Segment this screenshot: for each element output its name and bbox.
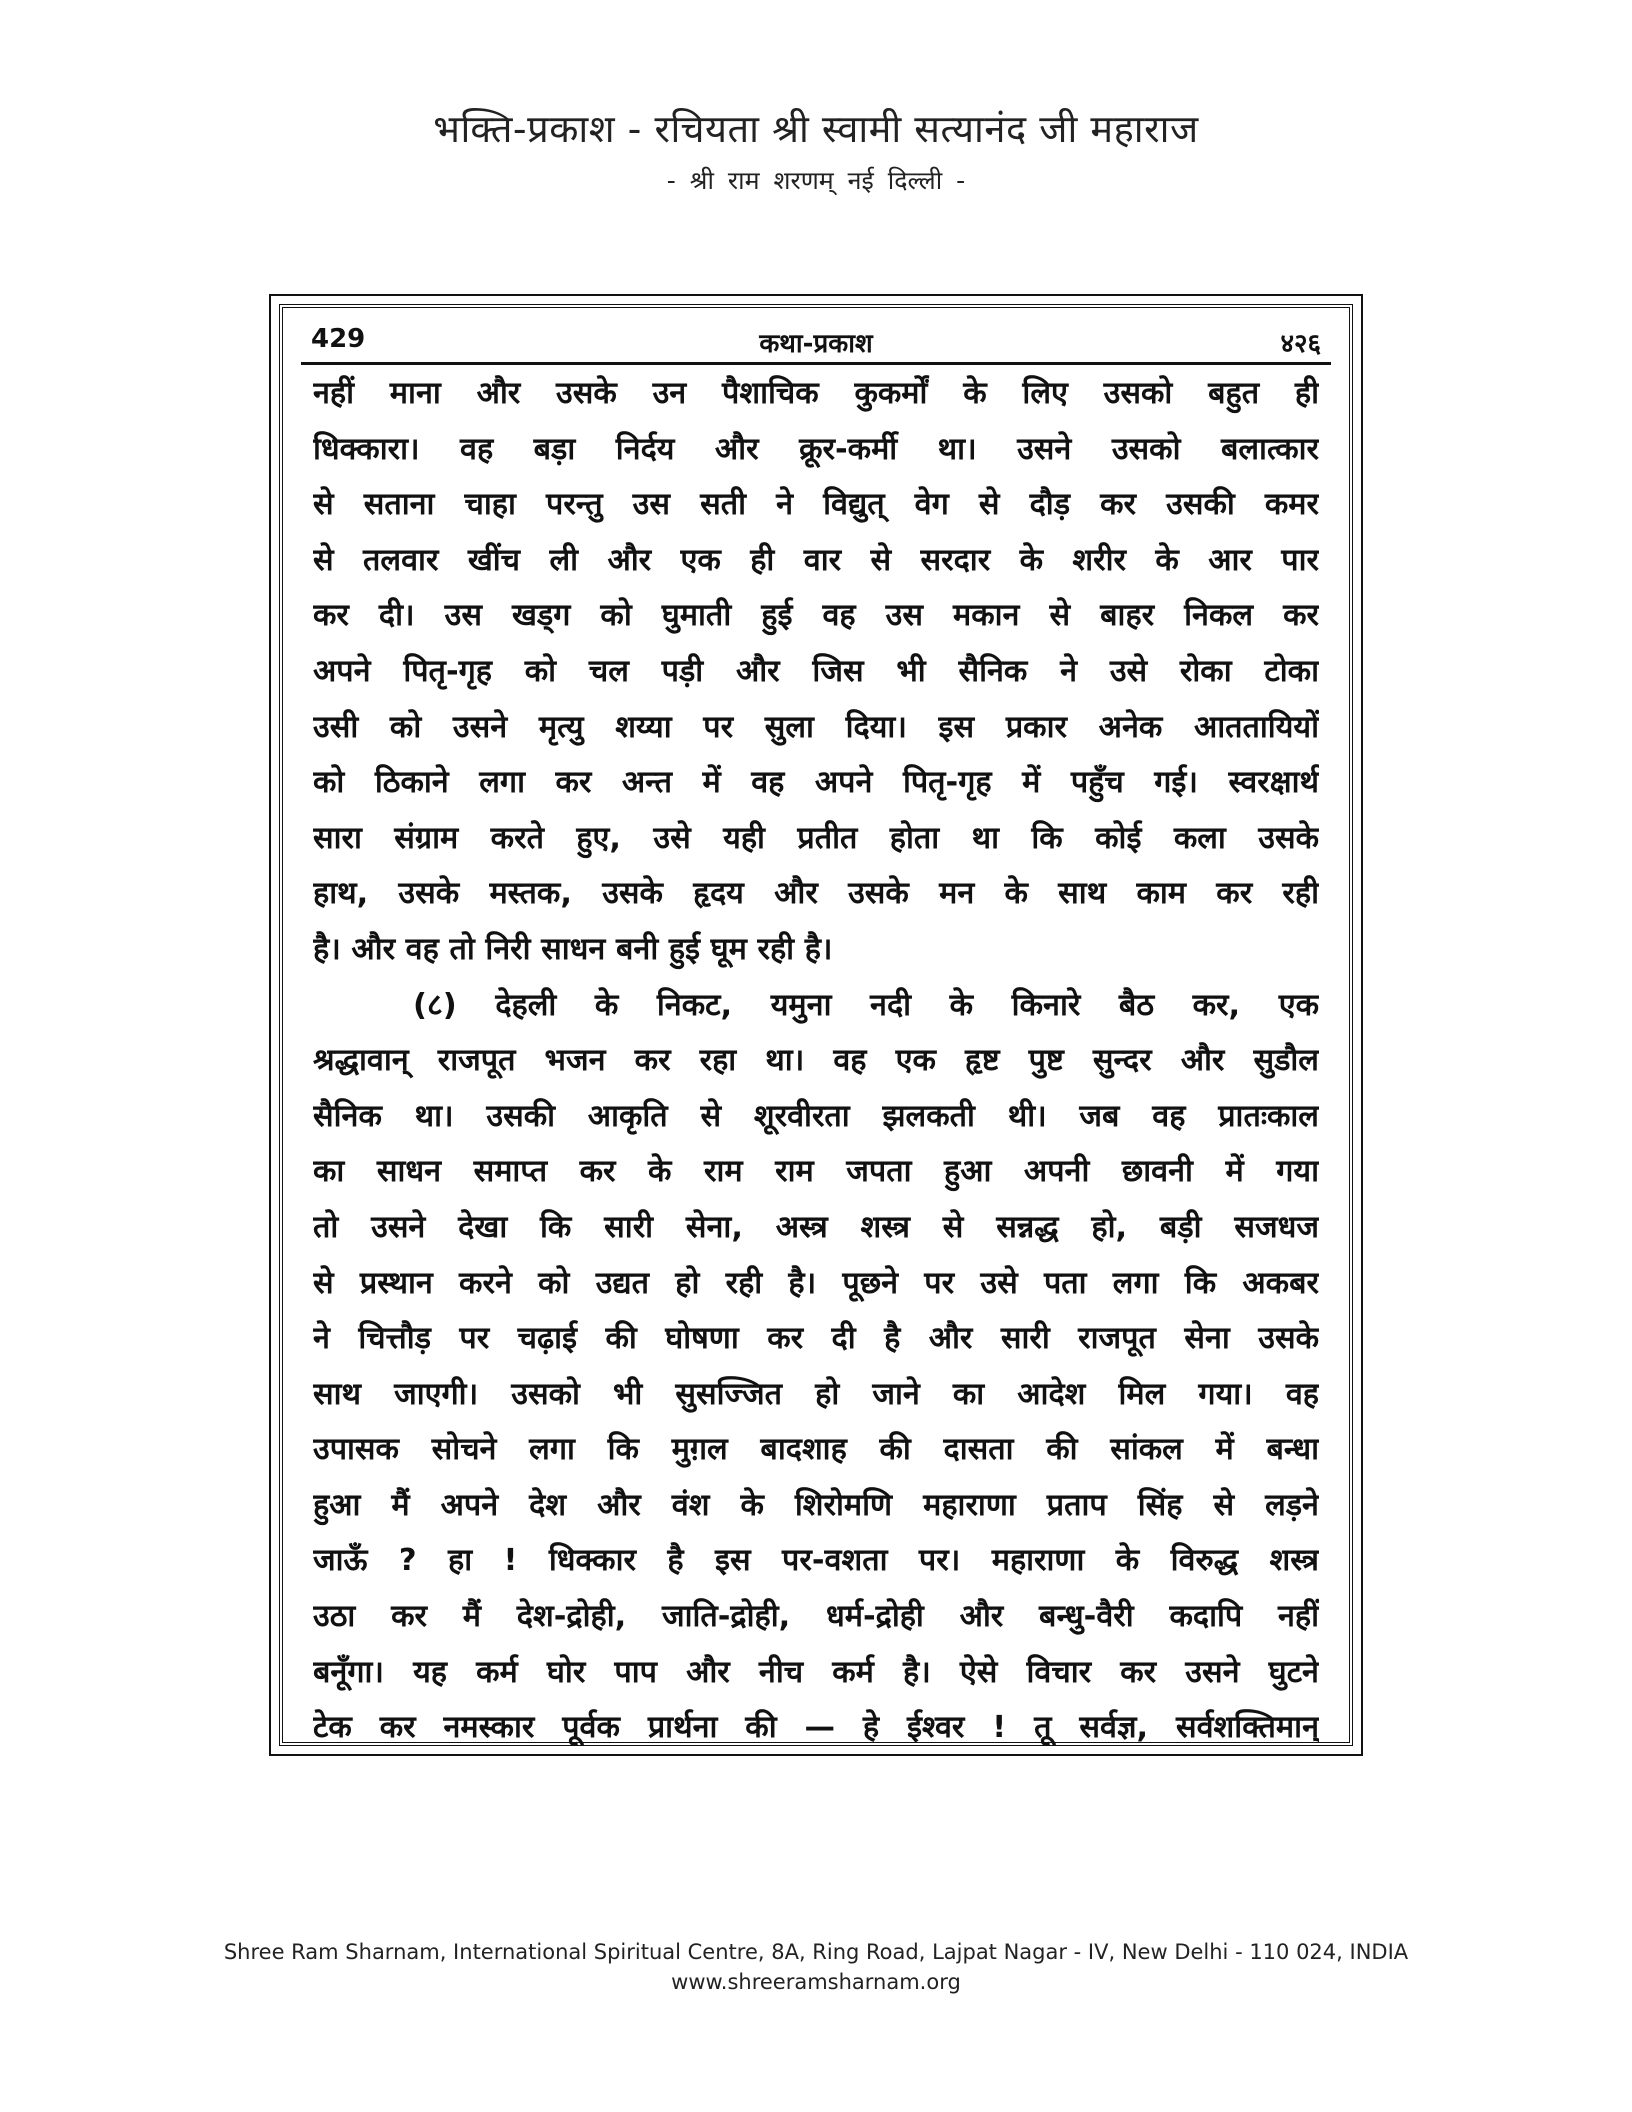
text-line: जाऊँ ? हा ! धिक्कार है इस पर-वशता पर। महाराणा के विरुद्ध शस्त्र [313, 1543, 1319, 1579]
section-title: कथा-प्रकाश [759, 329, 873, 359]
text-line: हाथ, उसके मस्तक, उसके हृदय और उसके मन के साथ काम कर रही [313, 876, 1319, 912]
footer-address: Shree Ram Sharnam, International Spiritual Centre, 8A, Ring Road, Lajpat Nagar - IV, New Delhi - 110 024, INDIA [223, 1940, 1409, 1964]
page-number-devanagari: ४२६ [1280, 329, 1321, 359]
text-line-paragraph-start: (८) देहली के निकट, यमुना नदी के किनारे बैठ कर, एक [413, 987, 1319, 1023]
text-line: धिक्कारा। वह बड़ा निर्दय और क्रूर-कर्मी था। उसने उसको बलात्कार [313, 431, 1319, 467]
footer-url[interactable]: www.shreeramsharnam.org [671, 1970, 961, 1994]
text-line: उपासक सोचने लगा कि मुग़ल बादशाह की दासता की सांकल में बन्धा [313, 1432, 1319, 1468]
text-line: सैनिक था। उसकी आकृति से शूरवीरता झलकती थी। जब वह प्रातःकाल [313, 1098, 1319, 1134]
page-frame-inner [279, 304, 1353, 1746]
text-line: ने चित्तौड़ पर चढ़ाई की घोषणा कर दी है और सारी राजपूत सेना उसके [313, 1321, 1319, 1357]
text-line: कर दी। उस खड्ग को घुमाती हुई वह उस मकान से बाहर निकल कर [313, 598, 1319, 634]
text-line: तो उसने देखा कि सारी सेना, अस्त्र शस्त्र से सन्नद्ध हो, बड़ी सजधज [313, 1209, 1319, 1245]
text-line: है। और वह तो निरी साधन बनी हुई घूम रही है। [313, 931, 833, 967]
text-line: को ठिकाने लगा कर अन्त में वह अपने पितृ-गृह में पहुँच गई। स्वरक्षार्थ [313, 765, 1319, 801]
page-number-arabic: 429 [311, 324, 366, 354]
text-line: साथ जाएगी। उसको भी सुसज्जित हो जाने का आदेश मिल गया। वह [313, 1376, 1319, 1412]
text-line: अपने पितृ-गृह को चल पड़ी और जिस भी सैनिक ने उसे रोका टोका [313, 653, 1319, 689]
text-line: से सताना चाहा परन्तु उस सती ने विद्युत् वेग से दौड़ कर उसकी कमर [313, 487, 1319, 523]
body-text [313, 366, 1319, 1756]
text-line: का साधन समाप्त कर के राम राम जपता हुआ अपनी छावनी में गया [313, 1154, 1319, 1190]
text-line: बनूँगा। यह कर्म घोर पाप और नीच कर्म है। ऐसे विचार कर उसने घुटने [313, 1654, 1319, 1690]
page-header [301, 316, 1331, 365]
running-head-subtitle: - श्री राम शरणम् नई दिल्ली - [666, 166, 966, 195]
page-frame [269, 294, 1363, 1756]
text-line: टेक कर नमस्कार पूर्वक प्रार्थना की — हे ईश्वर ! तू सर्वज्ञ, सर्वशक्तिमान् [313, 1710, 1319, 1746]
text-line: से तलवार खींच ली और एक ही वार से सरदार के शरीर के आर पार [313, 542, 1319, 578]
text-line: नहीं माना और उसके उन पैशाचिक कुकर्मों के लिए उसको बहुत ही [313, 376, 1319, 411]
text-line: श्रद्धावान् राजपूत भजन कर रहा था। वह एक हृष्ट पुष्ट सुन्दर और सुडौल [313, 1043, 1319, 1079]
text-line: उसी को उसने मृत्यु शय्या पर सुला दिया। इस प्रकार अनेक आततायियों [313, 709, 1319, 745]
text-line: सारा संग्राम करते हुए, उसे यही प्रतीत होता था कि कोई कला उसके [313, 820, 1319, 856]
text-line: से प्रस्थान करने को उद्यत हो रही है। पूछने पर उसे पता लगा कि अकबर [313, 1265, 1319, 1301]
running-head-title: भक्ति-प्रकाश - रचियता श्री स्वामी सत्यानंद जी महाराज [433, 107, 1199, 151]
text-line: हुआ मैं अपने देश और वंश के शिरोमणि महाराणा प्रताप सिंह से लड़ने [313, 1487, 1319, 1523]
text-line: उठा कर मैं देश-द्रोही, जाति-द्रोही, धर्म-द्रोही और बन्धु-वैरी कदापि नहीं [313, 1599, 1319, 1635]
